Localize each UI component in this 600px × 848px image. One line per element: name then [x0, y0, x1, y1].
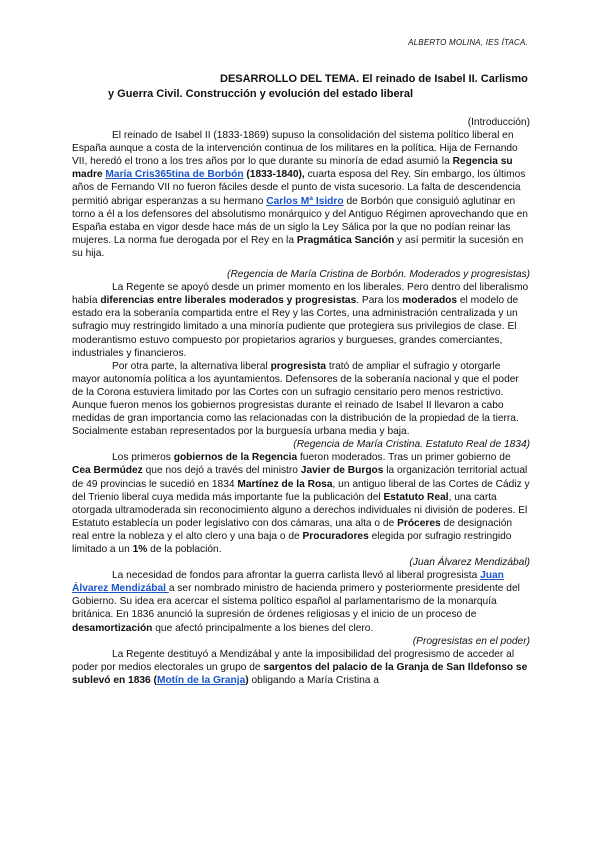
- text: a ser nombrado ministro de hacienda primero y posteriormente presidente del Gobierno. Su idea era acercar el sistema político español al parlamentarismo de la monarquía británica. En 1836 anunció la supresión de órdenes religiosas y el inicio de un proceso de: [72, 583, 520, 621]
- author-header: ALBERTO MOLINA, IES ÍTACA.: [408, 38, 528, 47]
- paragraph-estatuto: [72, 451, 530, 556]
- link-maria-cristina[interactable]: María Cris365tina de Borbón: [105, 169, 244, 181]
- bold-text: diferencias entre liberales moderados y progresistas: [100, 295, 357, 307]
- paragraph-moderados: [72, 281, 530, 360]
- bold-text: Pragmática Sanción: [296, 234, 395, 246]
- bold-text: sargentos del palacio de la Granja de San Ildefonso se sublevó en 1836: [72, 661, 528, 686]
- link-motin-granja[interactable]: Motín de la Granja: [156, 674, 246, 686]
- text: y así permitir la sucesión en su hija.: [72, 234, 524, 259]
- paragraph-mendizabal: [72, 569, 530, 634]
- bold-text: Regencia su madre: [72, 156, 513, 181]
- text: el modelo de estado era la soberanía compartida entre el Rey y las Cortes, una administración centralizada y un sufragio muy restringido limitado a una minoría pudiente que protegiera sus privilegios de clase. El moderantismo estuvo compuesto por propietarios agrarios y burgueses, grandes comerciantes, industriales y financieros.: [72, 295, 519, 359]
- bold-text: progresista: [270, 360, 327, 372]
- bold-text: (1833-1840),: [243, 169, 305, 181]
- bold-text: Javier de Burgos: [300, 465, 384, 477]
- text: fueron moderados. Tras un primer gobierno de: [297, 452, 511, 464]
- section-heading-mendizabal: (Juan Álvarez Mendizábal): [409, 557, 530, 569]
- text: La necesidad de fondos para afrontar la guerra carlista llevó al liberal progresista: [112, 570, 481, 582]
- bold-text: Próceres: [397, 517, 441, 529]
- bold-text: ): [245, 674, 249, 686]
- text: obligando a María Cristina a: [248, 674, 379, 686]
- paragraph-intro: [72, 129, 530, 260]
- title-line-2: y Guerra Civil. Construcción y evolución del estado liberal: [108, 88, 414, 100]
- link-carlos-isidro[interactable]: Carlos Mª Isidro: [266, 195, 344, 207]
- paragraph-granja: [72, 648, 530, 687]
- text: La Regente se apoyó desde un primer momento en los liberales. Pero dentro del liberalismo había: [72, 282, 529, 307]
- text: , un antiguo liberal de las Cortes de Cádiz y del Trienio liberal cuya medida más importante fue la publicación del: [72, 478, 530, 503]
- link-mendizabal[interactable]: Juan Álvarez Mendizábal: [72, 570, 504, 595]
- text: trató de ampliar el sufragio y otorgarle mayor autonomía política a los ayuntamientos. Defensores de la soberanía nacional y que el poder de la Corona estuviera limitado por las Cortes con un sufragio censitario pero menos restrictivo. Aunque fueron menos los gobiernos progresistas durante el reinado de Isabel II llevaron a cabo medidas de gran importancia como las relacionadas con la distribución de la propiedad de la tierra. Socialmente estaban representados por la burguesía urbana media y baja.: [72, 360, 519, 438]
- bold-text: (: [150, 674, 157, 686]
- text: Los primeros: [112, 452, 174, 464]
- bold-text: moderados: [402, 295, 458, 307]
- bold-text: 1%: [132, 544, 148, 555]
- bold-text: desamortización: [72, 622, 153, 634]
- page-title: [108, 72, 538, 102]
- bold-text: Martínez de la Rosa: [237, 478, 333, 490]
- text: de Borbón que consiguió aglutinar en torno a él a los defensores del absolutismo monárquico y del Antiguo Régimen aprovechando que en España estaba en vigor desde hace más de un siglo la Ley Sálica por la que no podían reinar las mujeres. La norma fue derogada por el Rey en la: [72, 195, 528, 246]
- section-heading-intro: (Introducción): [467, 117, 530, 128]
- text: elegida por sufragio restringido limitado a un: [72, 530, 512, 555]
- text: , una carta otorgada ultramoderada sin reconocimiento alguno a derechos individuales ni división de poderes. El Estatuto establecía un poder legislativo con dos cámaras, una alta o de: [72, 491, 528, 529]
- document-body: [72, 116, 530, 687]
- bold-text: Cea Bermúdez: [72, 465, 143, 477]
- text: que afectó principalmente a los bienes del clero.: [152, 622, 374, 634]
- text: de la población.: [147, 544, 222, 555]
- text: la organización territorial actual de 49 provincias le sucedió en 1834: [72, 465, 528, 490]
- paragraph-progresistas: [72, 360, 530, 439]
- text: La Regente destituyó a Mendizábal y ante la imposibilidad del progresismo de acceder al poder por medios electorales un grupo de: [72, 648, 515, 673]
- text: cuarta esposa del Rey. Sin embargo, los últimos años de Fernando VII no fueron fáciles desde el punto de vista sucesorio. La falta de descendencia permitió abrigar esperanzas a su hermano: [72, 169, 526, 207]
- text: El reinado de Isabel II (1833-1869) supuso la consolidación del sistema político liberal en España aunque a costa de la intervención continua de los militares en la política. Hija de Fernando VII, heredó el trono a los tres años por lo que durante su minoría de edad asumió la: [72, 130, 518, 168]
- section-heading-estatuto: (Regencia de María Cristina. Estatuto Real de 1834): [293, 439, 530, 451]
- bold-text: gobiernos de la Regencia: [173, 452, 298, 464]
- title-line-1: DESARROLLO DEL TEMA. El reinado de Isabel II. Carlismo: [220, 73, 528, 85]
- text: . Para los: [356, 295, 403, 307]
- text: de designación real entre la nobleza y el alto clero y una baja o de: [72, 517, 513, 542]
- text: Por otra parte, la alternativa liberal: [112, 360, 271, 372]
- bold-text: Estatuto Real: [383, 491, 449, 503]
- text: que nos dejó a través del ministro: [142, 465, 301, 477]
- bold-text: Procuradores: [302, 530, 369, 542]
- section-heading-progresistas: (Progresistas en el poder): [412, 635, 530, 647]
- section-heading-regencia: (Regencia de María Cristina de Borbón. Moderados y progresistas): [227, 269, 530, 281]
